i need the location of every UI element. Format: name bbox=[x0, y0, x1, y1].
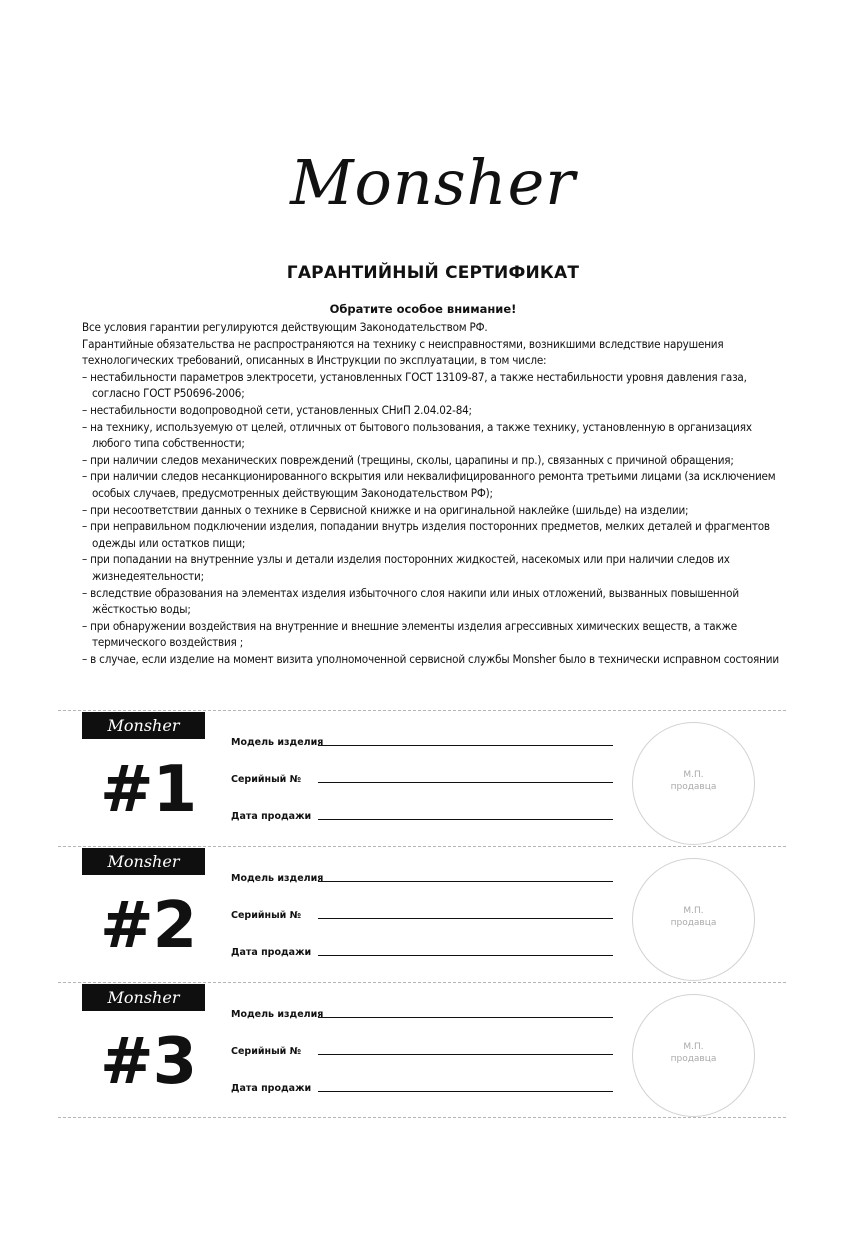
list-item: – нестабильности водопроводной сети, установленных СНиП 2.04.02-84; bbox=[82, 402, 472, 417]
exclusions-list bbox=[82, 369, 782, 668]
coupon-2 bbox=[82, 848, 762, 978]
coupon-logo: Monsher bbox=[82, 848, 205, 875]
model-field[interactable] bbox=[231, 1002, 613, 1022]
cut-line bbox=[58, 982, 786, 983]
coupon-number: #3 bbox=[100, 1025, 197, 1099]
warranty-conditions bbox=[82, 319, 782, 667]
list-item: – при несоответствии данных о технике в Сервисной книжке и на оригинальной наклейке (шильде) на изделии; bbox=[82, 502, 689, 517]
notice-heading: Обратите особое внимание! bbox=[329, 302, 517, 316]
cut-line bbox=[58, 846, 786, 847]
stamp-line: продавца bbox=[670, 1054, 717, 1064]
serial-field[interactable] bbox=[231, 767, 613, 787]
list-item: – нестабильности параметров электросети, установленных ГОСТ 13109-87, а также нестабильности уровня давления газа, согласно ГОСТ Р50696-2006; bbox=[82, 369, 747, 401]
sale-date-input-line[interactable] bbox=[318, 955, 613, 956]
model-label: Модель изделия bbox=[231, 737, 324, 748]
stamp-text bbox=[633, 1041, 754, 1065]
coupon-3 bbox=[82, 984, 762, 1114]
coupon-1 bbox=[82, 712, 762, 842]
list-item: – при наличии следов механических повреждений (трещины, сколы, царапины и пр.), связанных с причиной обращения; bbox=[82, 452, 734, 467]
cut-line bbox=[58, 1117, 786, 1118]
stamp-line: М.П. bbox=[683, 906, 704, 916]
model-label: Модель изделия bbox=[231, 873, 324, 884]
list-item: – при попадании на внутренние узлы и детали изделия посторонних жидкостей, насекомых или при наличии следов их жизнедеятельности; bbox=[82, 552, 730, 583]
seller-stamp-area bbox=[632, 994, 755, 1117]
serial-input-line[interactable] bbox=[318, 1054, 613, 1055]
model-input-line[interactable] bbox=[318, 1017, 613, 1018]
sale-date-input-line[interactable] bbox=[318, 819, 613, 820]
stamp-line: продавца bbox=[670, 782, 717, 792]
intro-paragraph: Гарантийные обязательства не распространяются на технику с неисправностями, возникшими вследствие нарушения технологических требований, описанных в Инструкции по эксплуатации, в том числе: bbox=[82, 336, 724, 368]
model-input-line[interactable] bbox=[318, 745, 613, 746]
serial-field[interactable] bbox=[231, 1039, 613, 1059]
stamp-line: М.П. bbox=[683, 1042, 704, 1052]
stamp-line: продавца bbox=[670, 918, 717, 928]
serial-input-line[interactable] bbox=[318, 782, 613, 783]
serial-label: Серийный № bbox=[231, 910, 302, 921]
stamp-text bbox=[633, 905, 754, 929]
coupon-number: #1 bbox=[100, 753, 197, 827]
stamp-line: М.П. bbox=[683, 770, 704, 780]
sale-date-field[interactable] bbox=[231, 804, 613, 824]
coupon-number: #2 bbox=[100, 889, 197, 963]
sale-date-label: Дата продажи bbox=[231, 947, 312, 958]
sale-date-label: Дата продажи bbox=[231, 1083, 312, 1094]
model-input-line[interactable] bbox=[318, 881, 613, 882]
seller-stamp-area bbox=[632, 722, 755, 845]
list-item: – на технику, используемую от целей, отличных от бытового пользования, а также технику, установленную в организациях любого типа собственности; bbox=[82, 419, 752, 451]
stamp-text bbox=[633, 769, 754, 793]
page-title: ГАРАНТИЙНЫЙ СЕРТИФИКАТ bbox=[286, 263, 580, 283]
model-field[interactable] bbox=[231, 730, 613, 750]
model-label: Модель изделия bbox=[231, 1009, 324, 1020]
list-item: – при неправильном подключении изделия, попадании внутрь изделия посторонних предметов, мелких деталей и фрагментов одежды или остатков пищи; bbox=[82, 519, 770, 550]
list-item: – в случае, если изделие на момент визита уполномоченной сервисной службы Monsher было в технически исправном состоянии bbox=[82, 651, 779, 666]
coupon-logo: Monsher bbox=[82, 712, 205, 739]
sale-date-input-line[interactable] bbox=[318, 1091, 613, 1092]
list-item: – вследствие образования на элементах изделия избыточного слоя накипи или иных отложений, вызванных повышенной жёсткостью воды; bbox=[82, 585, 739, 617]
sale-date-field[interactable] bbox=[231, 940, 613, 960]
serial-input-line[interactable] bbox=[318, 918, 613, 919]
sale-date-field[interactable] bbox=[231, 1076, 613, 1096]
list-item: – при наличии следов несанкционированного вскрытия или неквалифицированного ремонта третьими лицами (за исключением особых случаев, предусмотренных действующим Законодательством РФ); bbox=[82, 469, 776, 500]
cut-line bbox=[58, 710, 786, 711]
brand-logo: Monsher bbox=[290, 146, 576, 219]
serial-label: Серийный № bbox=[231, 1046, 302, 1057]
intro-paragraph: Все условия гарантии регулируются действующим Законодательством РФ. bbox=[82, 320, 488, 334]
serial-field[interactable] bbox=[231, 903, 613, 923]
coupon-logo: Monsher bbox=[82, 984, 205, 1011]
seller-stamp-area bbox=[632, 858, 755, 981]
model-field[interactable] bbox=[231, 866, 613, 886]
list-item: – при обнаружении воздействия на внутренние и внешние элементы изделия агрессивных химических веществ, а также термического воздействия ; bbox=[82, 618, 737, 650]
serial-label: Серийный № bbox=[231, 774, 302, 785]
sale-date-label: Дата продажи bbox=[231, 811, 312, 822]
